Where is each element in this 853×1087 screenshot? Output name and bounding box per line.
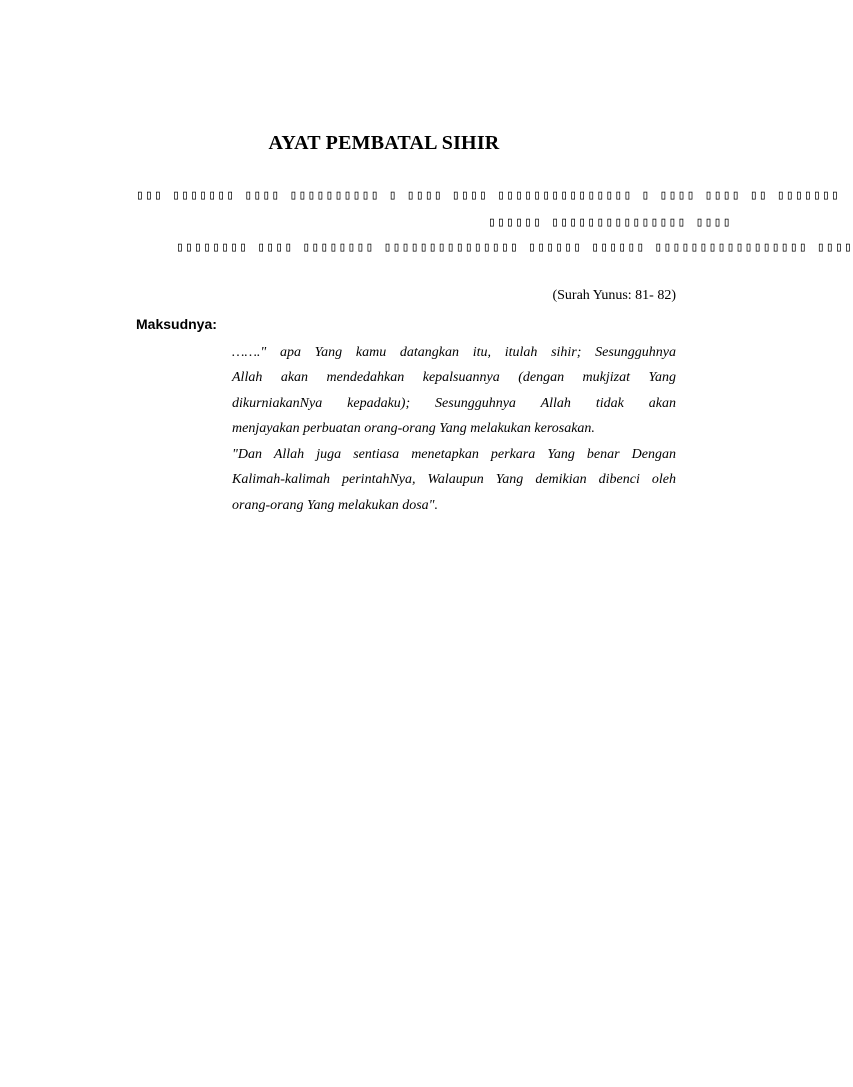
page-title: AYAT PEMBATAL SIHIR — [268, 132, 500, 154]
translation-line: "Dan Allah juga sentiasa menetapkan perkara Yang benar Dengan — [232, 447, 676, 462]
arabic-verse-line: ▯▯▯▯▯▯ ▯▯▯▯▯▯▯▯▯▯▯▯▯▯▯ ▯▯▯▯ — [488, 215, 732, 230]
translation-line: menjayakan perbuatan orang-orang Yang melakukan kerosakan. — [232, 421, 595, 437]
translation-line: Allah akan mendedahkan kepalsuannya (dengan mukjizat Yang — [232, 370, 676, 386]
verse-citation: (Surah Yunus: 81- 82) — [552, 288, 676, 303]
translation-line: ……." apa Yang kamu datangkan itu, itulah sihir; Sesungguhnya — [232, 345, 676, 360]
arabic-verse-line: ▯▯▯▯▯▯▯▯ ▯▯▯▯ ▯▯▯▯▯▯▯▯ ▯▯▯▯▯▯▯▯▯▯▯▯▯▯▯ ▯▯▯▯▯▯ ▯▯▯▯▯▯ ▯▯▯▯▯▯▯▯▯▯▯▯▯▯▯▯▯ ▯▯▯▯ — [176, 240, 853, 255]
translation-paragraph-2 — [232, 442, 676, 518]
translation-line: Kalimah-kalimah perintahNya, Walaupun Yang demikian dibenci oleh — [232, 472, 676, 488]
translation-line: dikurniakanNya kepadaku); Sesungguhnya Allah tidak akan — [232, 395, 676, 411]
meaning-label: Maksudnya: — [136, 316, 217, 332]
translation-paragraph-1 — [232, 340, 676, 442]
arabic-verse-line: ▯▯▯ ▯▯▯▯▯▯▯ ▯▯▯▯ ▯▯▯▯▯▯▯▯▯▯ ▯ ▯▯▯▯ ▯▯▯▯ ▯▯▯▯▯▯▯▯▯▯▯▯▯▯▯ ▯ ▯▯▯▯ ▯▯▯▯ ▯▯ ▯▯▯▯▯▯▯ — [136, 188, 841, 203]
translation-line: orang-orang Yang melakukan dosa". — [232, 497, 439, 513]
